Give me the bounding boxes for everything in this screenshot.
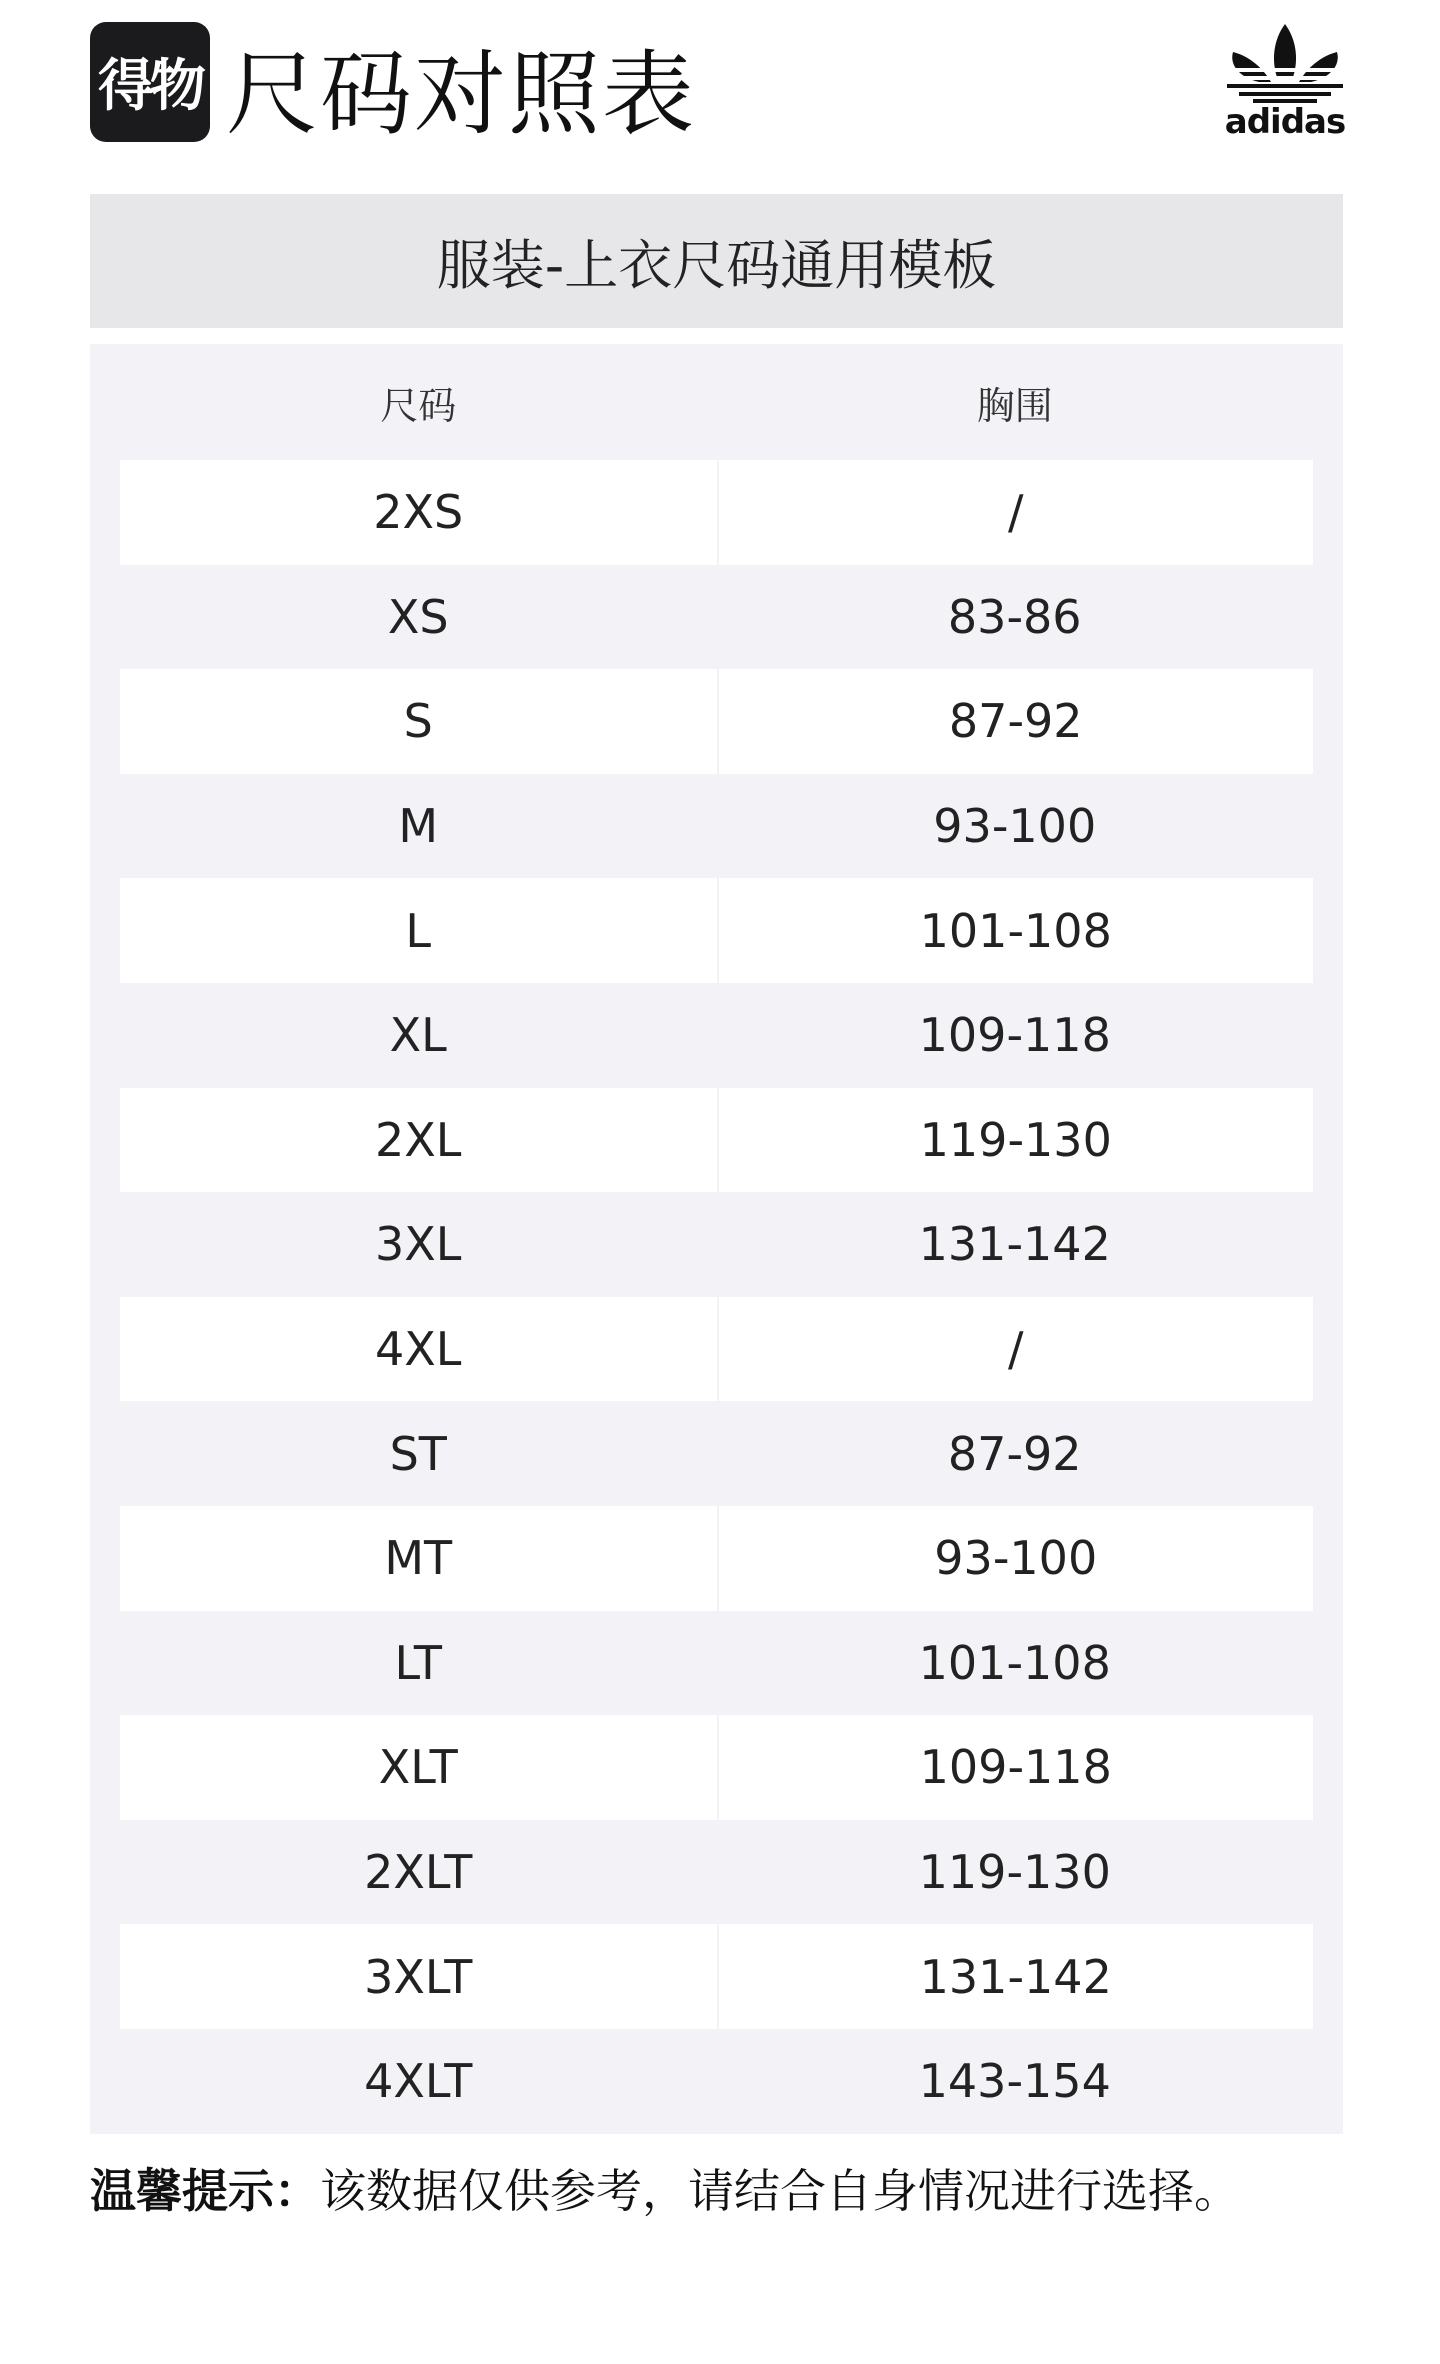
size-cell: XS <box>387 589 449 644</box>
table-row <box>120 1192 1313 1297</box>
column-header-chest: 胸围 <box>976 383 1053 428</box>
size-cell: 2XL <box>120 1088 717 1193</box>
size-cell: L <box>120 878 717 983</box>
banner-title: 服装-上衣尺码通用模板 <box>436 233 997 297</box>
template-banner <box>90 194 1343 328</box>
size-cell: XL <box>389 1008 447 1063</box>
size-cell: ST <box>389 1426 447 1481</box>
size-cell: S <box>120 669 717 774</box>
trefoil-icon <box>1223 22 1347 104</box>
chest-cell: 101-108 <box>719 878 1314 983</box>
chest-cell: 101-108 <box>918 1635 1111 1690</box>
table-row <box>120 983 1313 1088</box>
tip-label: 温馨提示： <box>90 2164 320 2218</box>
chest-cell: 109-118 <box>719 1715 1314 1820</box>
size-cell: 3XLT <box>120 1924 717 2029</box>
table-row <box>120 1506 1313 1611</box>
chest-cell: / <box>719 1297 1314 1402</box>
size-cell: 2XLT <box>364 1845 473 1900</box>
chest-cell: 93-100 <box>719 1506 1314 1611</box>
table-row <box>120 774 1313 879</box>
size-cell: 4XLT <box>364 2054 473 2109</box>
logo-text: 得物 <box>98 54 202 119</box>
table-row <box>120 1611 1313 1716</box>
size-table <box>90 344 1343 2134</box>
table-row <box>120 1924 1313 2029</box>
chest-cell: 119-130 <box>918 1845 1111 1900</box>
chest-cell: 143-154 <box>918 2054 1111 2109</box>
size-cell: LT <box>394 1635 442 1690</box>
chest-cell: 83-86 <box>947 589 1082 644</box>
table-row <box>120 878 1313 983</box>
size-cell: M <box>398 799 439 854</box>
chest-cell: 119-130 <box>719 1088 1314 1193</box>
size-cell: 3XL <box>375 1217 462 1272</box>
tip-text: 该数据仅供参考，请结合自身情况进行选择。 <box>320 2164 1240 2218</box>
table-row <box>120 460 1313 565</box>
chest-cell: 87-92 <box>719 669 1314 774</box>
chest-cell: 131-142 <box>719 1924 1314 2029</box>
chest-cell: 93-100 <box>933 799 1097 854</box>
dewu-logo <box>90 22 210 142</box>
brand-name: adidas <box>1224 102 1346 142</box>
tip-note <box>90 2156 1350 2226</box>
table-header <box>120 344 1313 460</box>
size-cell: MT <box>120 1506 717 1611</box>
size-cell: 2XS <box>120 460 717 565</box>
table-row <box>120 2029 1313 2134</box>
adidas-logo <box>1220 22 1350 152</box>
size-cell: 4XL <box>120 1297 717 1402</box>
chest-cell: 131-142 <box>918 1217 1111 1272</box>
header <box>90 22 1350 162</box>
chest-cell: 109-118 <box>918 1008 1111 1063</box>
chest-cell: 87-92 <box>947 1426 1082 1481</box>
table-row <box>120 1820 1313 1925</box>
table-row <box>120 1715 1313 1820</box>
table-row <box>120 1401 1313 1506</box>
table-row <box>120 1297 1313 1402</box>
chest-cell: / <box>719 460 1314 565</box>
page-title: 尺码对照表 <box>226 41 697 148</box>
table-body <box>120 460 1313 2134</box>
size-cell: XLT <box>120 1715 717 1820</box>
table-row <box>120 669 1313 774</box>
table-row <box>120 1088 1313 1193</box>
column-header-size: 尺码 <box>380 383 457 428</box>
table-row <box>120 565 1313 670</box>
